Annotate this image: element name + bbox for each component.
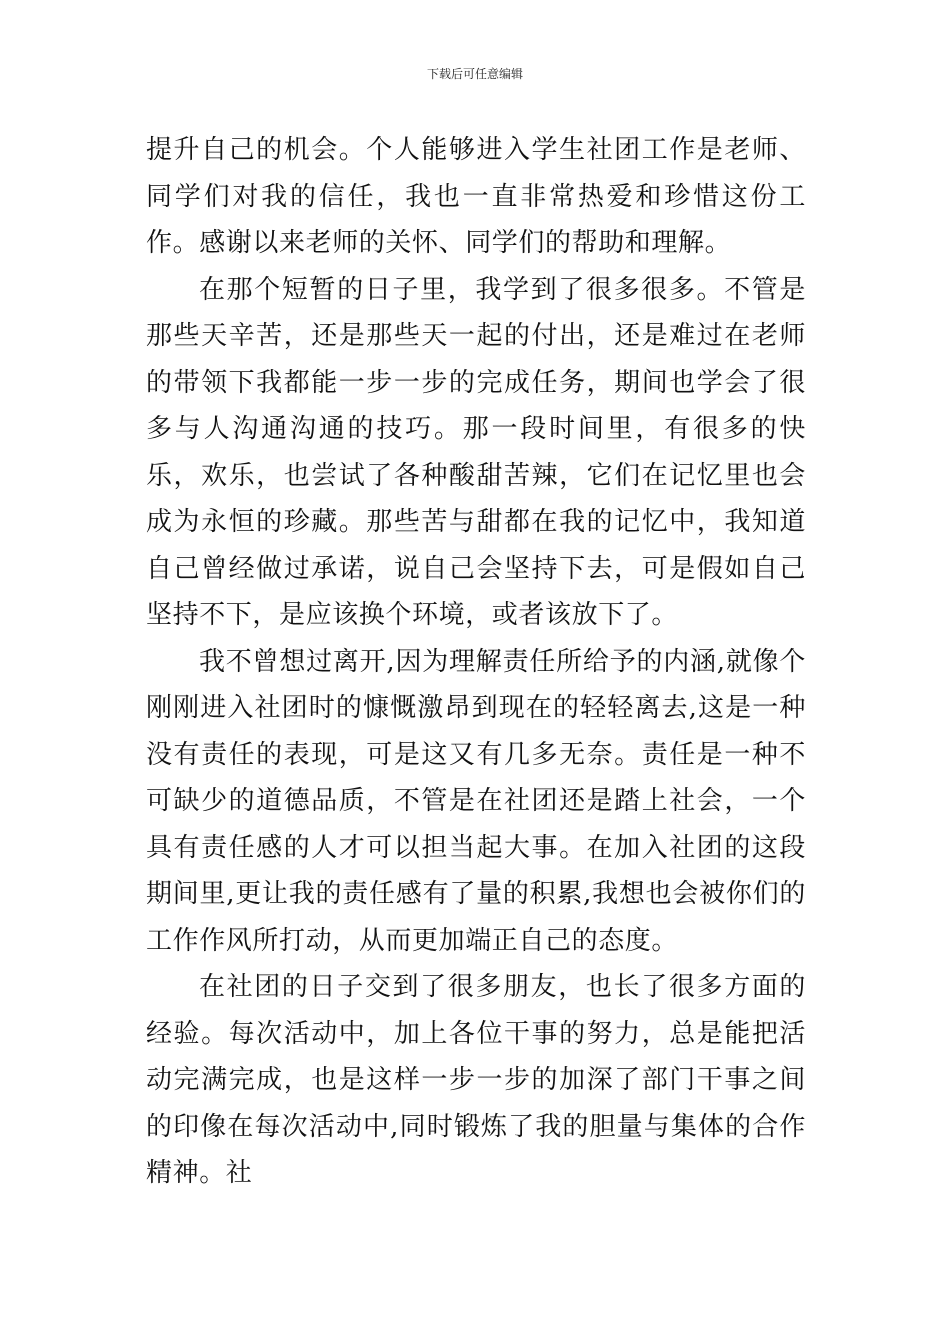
paragraph-1: 提升自己的机会。个人能够进入学生社团工作是老师、同学们对我的信任，我也一直非常热爱和珍惜这份工作。感谢以来老师的关怀、同学们的帮助和理解。 [146, 135, 806, 258]
paragraph-2: 在那个短暂的日子里，我学到了很多很多。不管是那些天辛苦，还是那些天一起的付出，还是难过在老师的带领下我都能一步一步的完成任务，期间也学会了很多与人沟通沟通的技巧。那一段时间里，有很多的快乐，欢乐，也尝试了各种酸甜苦辣，它们在记忆里也会成为永恒的珍藏。那些苦与甜都在我的记忆中，我知道自己曾经做过承诺，说自己会坚持下去，可是假如自己坚持不下，是应该换个环境，或者该放下了。 [146, 274, 806, 630]
paragraph-3: 我不曾想过离开,因为理解责任所给予的内涵,就像个刚刚进入社团时的慷慨激昂到现在的轻轻离去,这是一种没有责任的表现，可是这又有几多无奈。责任是一种不可缺少的道德品质，不管是在社团还是踏上社会，一个具有责任感的人才可以担当起大事。在加入社团的这段期间里,更让我的责任感有了量的积累,我想也会被你们的工作作风所打动，从而更加端正自己的态度。 [146, 646, 806, 956]
page-header: 下载后可任意编辑 [426, 67, 523, 81]
document-body [146, 127, 806, 1197]
paragraph-4: 在社团的日子交到了很多朋友，也长了很多方面的经验。每次活动中，加上各位干事的努力，总是能把活动完满完成，也是这样一步一步的加深了部门干事之间的印像在每次活动中,同时锻炼了我的胆量与集体的合作精神。社 [146, 972, 806, 1188]
